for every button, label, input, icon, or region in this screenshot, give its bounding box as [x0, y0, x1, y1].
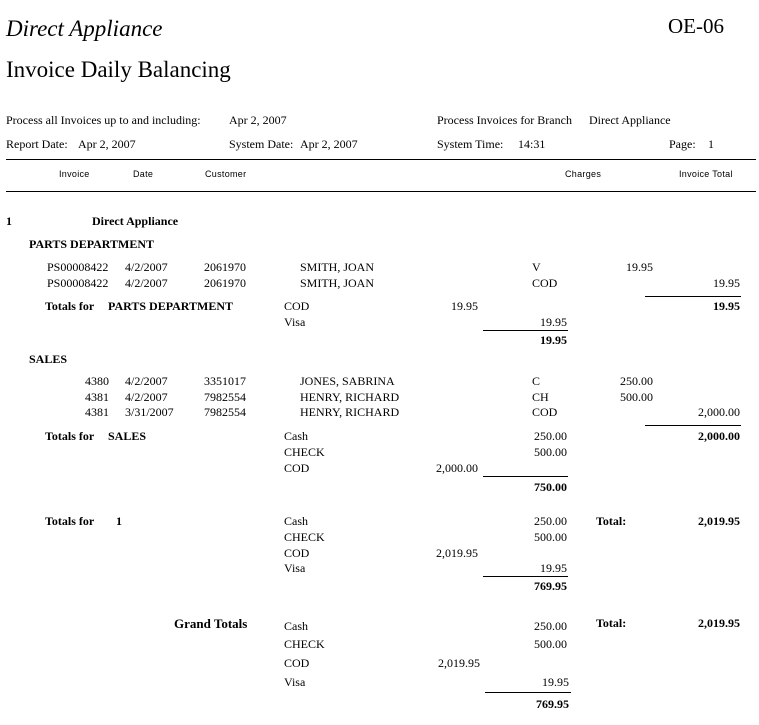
payment-amount: 19.95: [542, 675, 569, 689]
col-invoice-total: Invoice Total: [679, 169, 733, 179]
charge-amount: 19.95: [626, 260, 653, 274]
branch-totals-label: Totals for: [45, 514, 95, 528]
invoice-total: 2,000.00: [698, 405, 740, 419]
report-title: Invoice Daily Balancing: [6, 57, 231, 82]
invoice-total: 19.95: [713, 276, 740, 290]
department-total: 2,000.00: [698, 429, 740, 443]
payment-amount: 500.00: [534, 530, 567, 544]
branch-subtotal: 769.95: [534, 579, 567, 593]
page-number: 1: [708, 137, 714, 151]
page-label: Page:: [669, 137, 696, 151]
system-date: Apr 2, 2007: [300, 137, 358, 151]
payment-type: Cash: [284, 514, 308, 528]
total-rule: [645, 296, 741, 297]
totals-label: Totals for: [45, 299, 95, 313]
invoice-date: 4/2/2007: [125, 276, 168, 290]
customer-name: SMITH, JOAN: [300, 260, 375, 274]
invoice-date: 4/2/2007: [125, 390, 168, 404]
department-subtotal: 750.00: [534, 480, 567, 494]
payment-amount: 2,000.00: [436, 461, 478, 475]
payment-code: COD: [532, 405, 558, 419]
payment-amount: 2,019.95: [438, 656, 480, 670]
divider: [6, 159, 756, 160]
report-code: OE-06: [668, 14, 724, 38]
payment-amount: 250.00: [534, 514, 567, 528]
customer-name: JONES, SABRINA: [300, 374, 395, 388]
payment-amount: 19.95: [540, 315, 567, 329]
company-name: Direct Appliance: [6, 16, 163, 41]
payment-type: COD: [284, 656, 310, 670]
system-date-label: System Date:: [229, 137, 294, 151]
payment-code: CH: [532, 390, 549, 404]
invoice-number: 4381: [85, 405, 109, 419]
invoice-number: 4380: [85, 374, 109, 388]
payment-type: COD: [284, 461, 310, 475]
branch-total-label: Total:: [596, 514, 627, 528]
branch-totals-number: 1: [116, 514, 122, 528]
payment-amount: 500.00: [534, 637, 567, 651]
invoice-number: PS00008422: [47, 276, 109, 290]
subtotal-rule: [483, 330, 568, 331]
payment-type: COD: [284, 299, 310, 313]
branch-label: Process Invoices for Branch: [437, 113, 572, 127]
col-date: Date: [133, 169, 154, 179]
system-time: 14:31: [518, 137, 546, 151]
report-date-label: Report Date:: [6, 137, 68, 151]
account-number: 7982554: [204, 405, 246, 419]
col-invoice: Invoice: [59, 169, 90, 179]
department-total: 19.95: [713, 299, 740, 313]
branch-name: Direct Appliance: [92, 214, 179, 228]
payment-code: V: [532, 260, 541, 274]
customer-name: SMITH, JOAN: [300, 276, 375, 290]
payment-type: Cash: [284, 619, 308, 633]
totals-label: Totals for: [45, 429, 95, 443]
payment-amount: 250.00: [534, 619, 567, 633]
report-date: Apr 2, 2007: [78, 137, 136, 151]
payment-type: Visa: [284, 561, 306, 575]
invoice-date: 4/2/2007: [125, 260, 168, 274]
department-name: SALES: [29, 352, 68, 366]
payment-amount: 19.95: [451, 299, 478, 313]
payment-amount: 500.00: [534, 445, 567, 459]
charge-amount: 500.00: [620, 390, 653, 404]
grand-total-value: 2,019.95: [698, 616, 740, 630]
branch-value: Direct Appliance: [589, 113, 671, 127]
totals-department: SALES: [108, 429, 147, 443]
account-number: 2061970: [204, 260, 246, 274]
totals-department: PARTS DEPARTMENT: [108, 299, 234, 313]
payment-type: COD: [284, 546, 310, 560]
process-label: Process all Invoices up to and including:: [6, 113, 201, 127]
col-customer: Customer: [205, 169, 247, 179]
payment-code: C: [532, 374, 541, 388]
col-charges: Charges: [565, 169, 602, 179]
invoice-date: 3/31/2007: [125, 405, 174, 419]
payment-type: CHECK: [284, 637, 325, 651]
invoice-date: 4/2/2007: [125, 374, 168, 388]
grand-subtotal: 769.95: [536, 697, 569, 711]
payment-type: Cash: [284, 429, 308, 443]
invoice-number: 4381: [85, 390, 109, 404]
payment-type: CHECK: [284, 445, 325, 459]
charge-amount: 250.00: [620, 374, 653, 388]
payment-type: Visa: [284, 315, 306, 329]
account-number: 3351017: [204, 374, 246, 388]
payment-type: CHECK: [284, 530, 325, 544]
divider: [6, 191, 756, 192]
process-date: Apr 2, 2007: [229, 113, 287, 127]
system-time-label: System Time:: [437, 137, 504, 151]
invoice-number: PS00008422: [47, 260, 109, 274]
account-number: 2061970: [204, 276, 246, 290]
branch-total-value: 2,019.95: [698, 514, 740, 528]
grand-total-label: Total:: [596, 616, 627, 630]
branch-number: 1: [6, 214, 12, 228]
subtotal-rule: [483, 576, 568, 577]
grand-totals-label: Grand Totals: [174, 616, 248, 631]
payment-amount: 2,019.95: [436, 546, 478, 560]
payment-code: COD: [532, 276, 558, 290]
subtotal-rule: [485, 692, 571, 693]
subtotal-rule: [483, 476, 568, 477]
department-name: PARTS DEPARTMENT: [29, 237, 155, 251]
department-subtotal: 19.95: [540, 333, 567, 347]
payment-type: Visa: [284, 675, 306, 689]
payment-amount: 19.95: [540, 561, 567, 575]
total-rule: [645, 425, 741, 426]
customer-name: HENRY, RICHARD: [300, 405, 400, 419]
account-number: 7982554: [204, 390, 246, 404]
payment-amount: 250.00: [534, 429, 567, 443]
customer-name: HENRY, RICHARD: [300, 390, 400, 404]
